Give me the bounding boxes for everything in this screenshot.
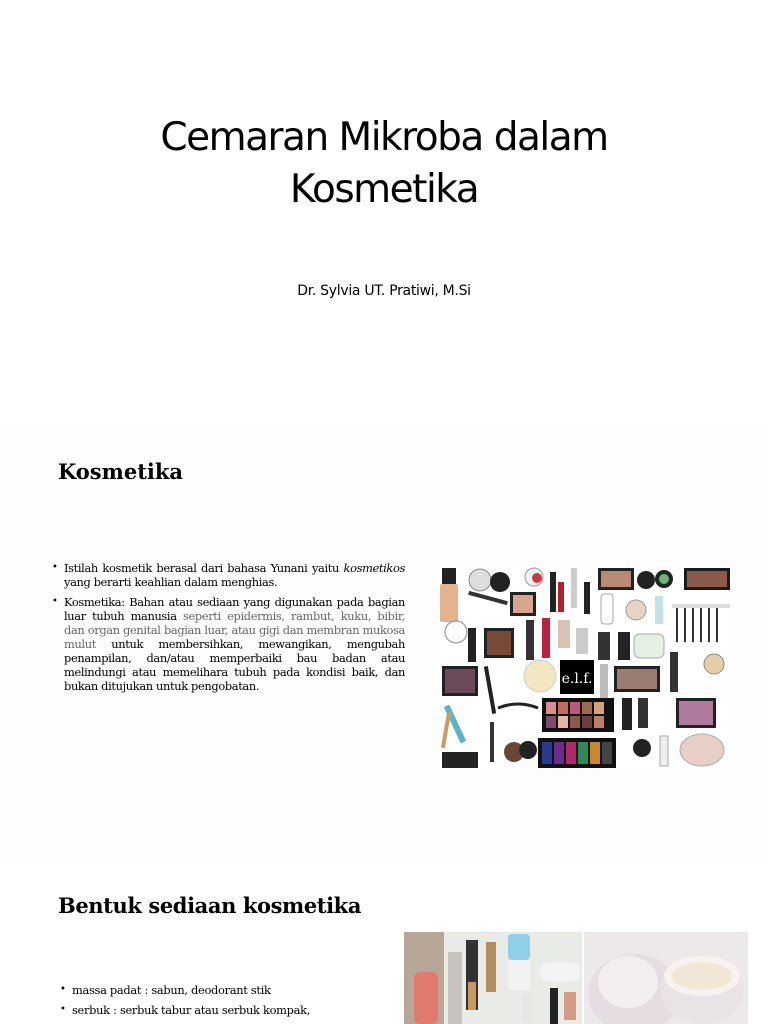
list-item: • massa padat : sabun, deodorant stik (60, 983, 374, 997)
italic-term: kosmetikos (343, 561, 405, 575)
bullet-text-gray: seperti epidermis, rambut, kuku, bibir, dan organ genital bagian luar, atau gigi dan membran mukosa mulut (64, 609, 405, 651)
bullet-text: Kosmetika: Bahan atau sediaan yang digunakan pada bagian luar tubuh manusia (64, 595, 405, 623)
presentation-title (0, 112, 768, 216)
cosmetics-photo (404, 932, 582, 1024)
list-item (52, 561, 405, 589)
bullet-text: yang berarti keahlian dalam menghias. (64, 575, 278, 589)
author-name: Dr. Sylvia UT. Pratiwi, M.Si (297, 283, 471, 299)
slide-heading-bentuk: Bentuk sediaan kosmetika (58, 893, 362, 918)
cream-jar-photo (584, 932, 748, 1024)
bullet-text: Istilah kosmetik berasal dari bahasa Yunani yaitu (64, 561, 344, 575)
bullet-text: untuk membersihkan, mewangikan, mengubah penampilan, dan/atau memperbaiki bau badan atau melindungi atau memelihara tubuh pada kondisi baik, dan bukan ditujukan untuk pengobatan. (64, 637, 405, 693)
brand-logo-text: e.l.f. (561, 671, 593, 687)
slide-heading-kosmetika: Kosmetika (58, 459, 184, 484)
title-line-2: Kosmetika (289, 167, 479, 212)
list-item: • serbuk : serbuk tabur atau serbuk kompak, (60, 1003, 374, 1017)
definition-list (52, 561, 405, 699)
cosmetics-products-image (438, 562, 732, 770)
list-item (52, 595, 405, 693)
title-line-1: Cemaran Mikroba dalam (160, 115, 608, 160)
forms-list (60, 983, 374, 1023)
